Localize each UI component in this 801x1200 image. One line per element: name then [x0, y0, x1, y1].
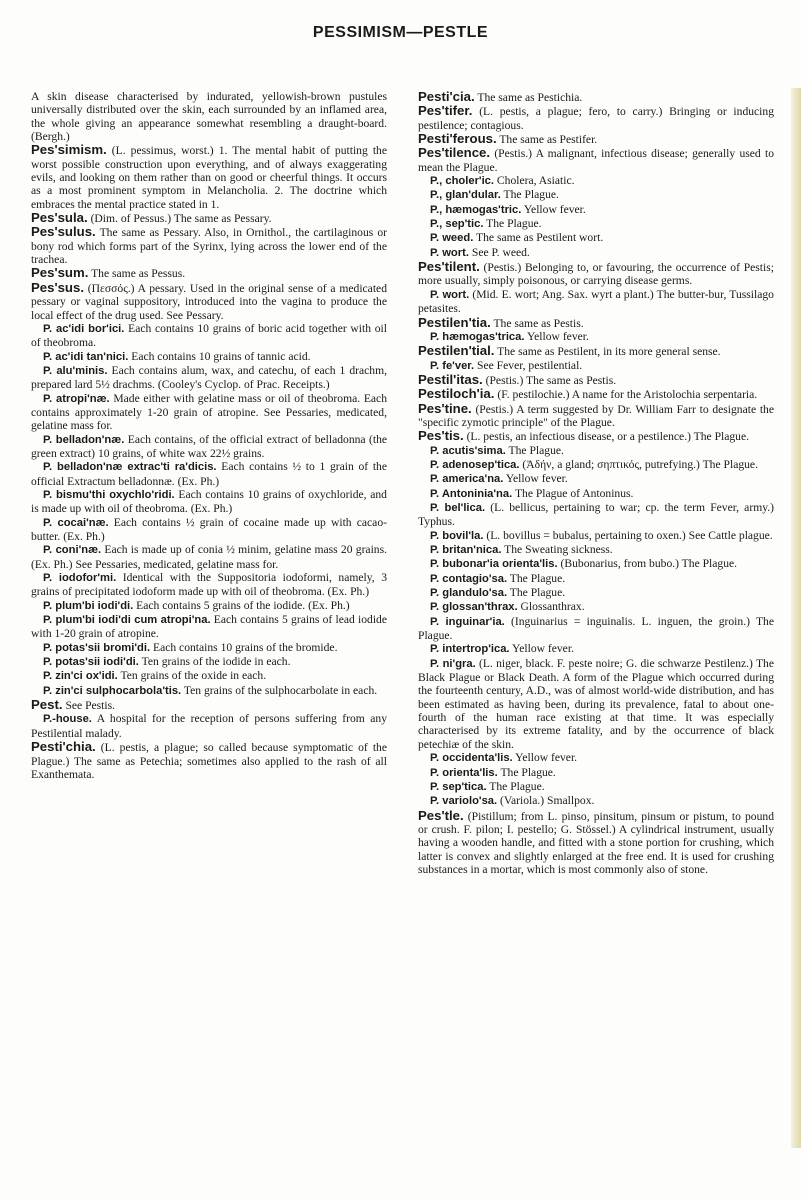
- entry-headword: P. alu'minis.: [43, 364, 108, 377]
- dictionary-entry: [418, 557, 774, 571]
- entry-headword: P. acutis'sima.: [430, 444, 506, 457]
- entry-headword: P. atropi'næ.: [43, 392, 110, 405]
- entry-headword: P. america'na.: [430, 473, 504, 486]
- dictionary-entry: [31, 266, 387, 280]
- dictionary-entry: [418, 543, 774, 557]
- entry-headword: Pest.: [31, 697, 63, 713]
- dictionary-entry: [418, 529, 774, 543]
- entry-headword: P. britan'nica.: [430, 544, 502, 556]
- entry-definition: The Plague.: [509, 586, 566, 600]
- dictionary-entry: [31, 641, 387, 655]
- entry-headword: P. iodofor'mi.: [43, 572, 117, 585]
- dictionary-entry: [418, 188, 774, 202]
- entry-definition: (Pistillum; from L. pinso, pinsitum, pinsum or pistum, to pound or crush. F. pilon; I. pestello; G. Stössel.) A cylindrical instrument, usually having a wooden handle, and fitted with a stone portion for crushing, which latter is convex and slightly enlarged at the free end. It is used for crushing substances in a mortar, which is most commonly also of stone.: [418, 809, 774, 876]
- dictionary-entry: [31, 322, 387, 350]
- entry-definition: The Plague of Antoninus.: [514, 486, 634, 500]
- entry-headword: P. inguinar'ia.: [430, 615, 505, 628]
- entry-definition: The Sweating sickness.: [504, 543, 613, 556]
- dictionary-entry: [418, 586, 774, 600]
- entry-headword: Pesti'ferous.: [418, 131, 497, 147]
- entry-definition: See Pestis.: [65, 699, 116, 713]
- entry-definition: The Plague.: [508, 443, 564, 457]
- entry-headword: P. occidenta'lis.: [430, 752, 513, 765]
- dictionary-entry: [31, 460, 387, 488]
- entry-definition: Yellow fever.: [512, 642, 574, 656]
- dictionary-entry: [418, 90, 774, 104]
- dictionary-entry: [418, 217, 774, 231]
- dictionary-entry: [31, 613, 387, 641]
- entry-definition: Each contains 5 grains of the iodide. (Ex. Ph.): [136, 598, 350, 612]
- entry-definition: (Dim. of Pessus.) The same as Pessary.: [90, 212, 272, 226]
- entry-headword: P. belladon'næ extrac'ti ra'dicis.: [43, 461, 217, 474]
- entry-definition: (Mid. E. wort; Ang. Sax. wyrt a plant.) The butter-bur, Tussilago petasites.: [418, 287, 774, 316]
- entry-definition: Each contains ½ to 1 grain of the official Extractum belladonnæ. (Ex. Ph.): [31, 460, 387, 488]
- dictionary-entry: [31, 684, 387, 698]
- entry-definition: (L. pestis, a plague; fero, to carry.) Bringing or inducing pestilence; contagious.: [418, 105, 774, 132]
- entry-headword: P. plum'bi iodi'di cum atropi'na.: [43, 614, 211, 627]
- entry-headword: P. fe'ver.: [430, 359, 475, 372]
- entry-headword: P. hæmogas'trica.: [430, 330, 525, 343]
- dictionary-entry: [418, 231, 774, 245]
- dictionary-entry: [418, 104, 774, 132]
- dictionary-entry: [31, 364, 387, 392]
- entry-definition: (L. bellicus, pertaining to war; cp. the term Fever, army.) Typhus.: [418, 500, 775, 529]
- entry-headword: P. adenosep'tica.: [430, 458, 520, 471]
- entry-headword: Pestil'itas.: [418, 371, 483, 387]
- running-head: PESSIMISM—PESTLE: [312, 24, 489, 41]
- dictionary-entry: [31, 211, 387, 225]
- entry-headword: Pestilen'tial.: [418, 343, 495, 359]
- entry-headword: P. potas'sii bromi'di.: [43, 641, 151, 654]
- dictionary-entry: [418, 359, 774, 373]
- entry-definition: The Plague.: [500, 765, 556, 779]
- entry-definition: The same as Pestis.: [493, 316, 584, 330]
- entry-definition: Yellow fever.: [505, 472, 568, 486]
- entry-definition: Each is made up of conia ½ minim, gelatine mass 20 grains. (Ex. Ph.) See Pessaries, medicated, gelatine mass for.: [31, 543, 387, 571]
- entry-headword: P. wort.: [430, 288, 470, 301]
- dictionary-entry: [418, 132, 774, 146]
- dictionary-entry: [31, 281, 387, 322]
- entry-headword: P., glan'dular.: [430, 189, 501, 202]
- dictionary-entry: [418, 657, 774, 751]
- entry-definition: The Plague.: [503, 188, 559, 202]
- dictionary-entry: [31, 571, 387, 599]
- entry-definition: The same as Pessus.: [91, 267, 186, 281]
- entry-definition: The same as Pessary. Also, in Ornithol., the cartilaginous or bony rod which forms part of the Syrinx, lying across the lower end of the trachea.: [31, 226, 387, 267]
- entry-headword: P. cocai'næ.: [43, 516, 109, 529]
- entry-definition: The same as Pestilent, in its more general sense.: [497, 345, 721, 359]
- entry-headword: Pes'sula.: [31, 210, 88, 226]
- entry-headword: Pesti'cia.: [418, 89, 475, 104]
- entry-definition: Ten grains of the sulphocarbolate in each.: [183, 683, 378, 697]
- entry-definition: (L. pestis, an infectious disease, or a pestilence.) The Plague.: [466, 430, 750, 444]
- dictionary-entry: [418, 146, 774, 174]
- dictionary-entry: [418, 260, 774, 288]
- entry-headword: P. glandulo'sa.: [430, 587, 508, 600]
- dictionary-entry: [418, 203, 774, 217]
- entry-definition: (F. pestilochie.) A name for the Aristolochia serpentaria.: [497, 388, 758, 402]
- dictionary-entry: [418, 487, 774, 501]
- dictionary-entry: [31, 516, 387, 544]
- entry-definition: The same as Pestichia.: [477, 91, 583, 104]
- entry-definition: Yellow fever.: [523, 202, 586, 216]
- dictionary-entry: [418, 794, 774, 808]
- entry-headword: P. weed.: [430, 232, 474, 245]
- entry-headword: P. glossan'thrax.: [430, 601, 518, 614]
- entry-definition: Ten grains of the oxide in each.: [120, 669, 267, 683]
- dictionary-entry: [418, 429, 774, 443]
- left-column: [31, 90, 387, 781]
- entry-headword: P. ac'idi tan'nici.: [43, 350, 129, 363]
- entry-headword: P. bismu'thi oxychlo'ridi.: [43, 488, 175, 501]
- entry-definition: (Inguinarius = inguinalis. L. inguen, the groin.) The Plague.: [418, 614, 774, 643]
- entry-definition: Each contains 10 grains of tannic acid.: [131, 349, 311, 363]
- entry-definition: See P. weed.: [471, 245, 530, 259]
- entry-definition: (Variola.) Smallpox.: [500, 794, 595, 808]
- page-edge: [791, 88, 801, 1148]
- entry-definition: The Plague.: [489, 779, 545, 793]
- entry-headword: P. contagio'sa.: [430, 572, 508, 585]
- entry-definition: Each contains 10 grains of oxychloride, and is made up with oil of theobroma. (Ex. Ph.): [31, 487, 387, 516]
- entry-definition: Each contains alum, wax, and catechu, of each 1 drachm, prepared lard 5½ drachms. (Cooley's Cyclop. of Prac. Receipts.): [31, 363, 388, 392]
- dictionary-entry: [31, 543, 387, 571]
- entry-definition: The same as Pestilent wort.: [476, 231, 604, 245]
- entry-headword: P. belladon'næ.: [43, 433, 125, 446]
- entry-definition: (L. niger, black. F. peste noire; G. die schwarze Pestilenz.) The Black Plague or Black Death. A form of the Plague which occurred during the fourteenth century, A.D., was of almost world-wide distribution, and has been estimated as having been, during its prevalence, fatal to about one-fourth of the human race existing at that time. It was especially characterised by its extreme fatality, and by the occurrence of black petechiæ of the skin.: [418, 656, 774, 751]
- entry-definition: Identical with the Suppositoria iodoformi, namely, 3 grains of precipitated iodoform made up with oil of theobroma. (Ex. Ph.): [31, 571, 387, 599]
- entry-headword: P. bubonar'ia orienta'lis.: [430, 558, 558, 571]
- entry-headword: Pestiloch'ia.: [418, 386, 495, 402]
- entry-definition: A skin disease characterised by indurated, yellowish-brown pustules universally distributed over the skin, each surrounded by an inflamed area, the whole giving an appearance somewhat resembling a draught-board. (Bergh.): [31, 90, 387, 144]
- dictionary-entry: [31, 392, 387, 433]
- entry-headword: P. coni'næ.: [43, 544, 102, 557]
- entry-definition: (L. pestis, a plague; so called because symptomatic of the Plague.) The same as Petechia; sometimes also applied to the rash of all Exanthemata.: [31, 741, 387, 781]
- entry-definition: (Ἀδήν, a gland; σηπτικός, putrefying.) The Plague.: [522, 457, 758, 471]
- dictionary-entry: [418, 766, 774, 780]
- entry-definition: The Plague.: [509, 571, 566, 585]
- entry-definition: Yellow fever.: [526, 329, 589, 343]
- dictionary-entry: [31, 740, 387, 781]
- entry-headword: Pes'tilence.: [418, 145, 491, 161]
- entry-headword: P. intertrop'ica.: [430, 643, 510, 656]
- entry-definition: See Fever, pestilential.: [477, 358, 583, 372]
- dictionary-entry: [418, 387, 774, 401]
- entry-headword: Pes'tifer.: [418, 103, 473, 119]
- dictionary-entry: [418, 751, 774, 765]
- dictionary-entry: [31, 655, 387, 669]
- entry-definition: The same as Pestifer.: [499, 133, 598, 147]
- entry-definition: Ten grains of the iodide in each.: [141, 655, 291, 669]
- entry-definition: Each contains 5 grains of lead iodide with 1-20 grain of atropine.: [31, 613, 387, 641]
- entry-headword: Pestilen'tia.: [418, 314, 491, 330]
- entry-headword: P. orienta'lis.: [430, 766, 498, 779]
- entry-definition: (Pestis.) A malignant, infectious disease; generally used to mean the Plague.: [418, 147, 774, 174]
- entry-definition: Each contains 10 grains of the bromide.: [152, 640, 338, 654]
- entry-definition: Cholera, Asiatic.: [496, 174, 575, 188]
- dictionary-entry: [418, 600, 774, 614]
- dictionary-entry: [31, 225, 387, 266]
- entry-definition: Each contains 10 grains of boric acid together with oil of theobroma.: [31, 321, 387, 350]
- dictionary-entry: [31, 712, 387, 740]
- entry-definition: Yellow fever.: [515, 751, 578, 765]
- entry-definition: (Πεσσός.) A pessary. Used in the original sense of a medicated pessary or vaginal suppository, introduced into the vagina to produce the local effect of the drug used. See Pessary.: [31, 281, 387, 322]
- entry-headword: P. bovil'la.: [430, 529, 484, 542]
- entry-definition: (Bubonarius, from bubo.) The Plague.: [560, 557, 738, 571]
- dictionary-entry: [418, 330, 774, 344]
- entry-headword: Pes'tle.: [418, 807, 464, 823]
- entry-definition: Glossanthrax.: [520, 600, 585, 614]
- dictionary-entry: [418, 642, 774, 656]
- entry-definition: Made either with gelatine mass or oil of theobroma. Each contains approximately 1-20 grain of atropine. See Pessaries, medicated, gelatine mass for.: [31, 391, 387, 433]
- entry-headword: Pes'tilent.: [418, 259, 480, 275]
- dictionary-entry: [418, 402, 774, 430]
- entry-definition: (L. pessimus, worst.) 1. The mental habit of putting the worst possible construction upon everything, and of always exaggerating evils, and looking on them rather than on good or cheerful things. It occurs as a most prominent symptom in Melancholia. 2. The doctrine which embraces the mental practice stated in 1.: [31, 144, 387, 211]
- dictionary-entry: [418, 780, 774, 794]
- entry-headword: P. zin'ci ox'idi.: [43, 670, 118, 683]
- entry-headword: P., sep'tic.: [430, 218, 484, 231]
- entry-headword: P. sep'tica.: [430, 780, 487, 793]
- entry-definition: (Pestis.) A term suggested by Dr. William Farr to designate the "specific zymotic principle" of the Plague.: [418, 402, 774, 429]
- dictionary-entry: [418, 572, 774, 586]
- dictionary-entry: [418, 373, 774, 387]
- entry-headword: Pes'sus.: [31, 279, 84, 295]
- dictionary-entry: [31, 350, 387, 364]
- dictionary-entry: [31, 599, 387, 613]
- dictionary-entry: [31, 143, 387, 211]
- entry-definition: The Plague.: [486, 217, 542, 231]
- entry-headword: P.-house.: [43, 713, 92, 726]
- entry-headword: P. Antoninia'na.: [430, 487, 513, 500]
- entry-headword: P., hæmogas'tric.: [430, 203, 522, 216]
- dictionary-entry: [31, 488, 387, 516]
- dictionary-entry: [31, 669, 387, 683]
- entry-headword: P. potas'sii iodi'di.: [43, 656, 139, 669]
- entry-headword: Pes'simism.: [31, 142, 107, 158]
- dictionary-entry: [418, 344, 774, 358]
- entry-headword: Pes'sulus.: [31, 224, 96, 240]
- entry-headword: P. zin'ci sulphocarbola'tis.: [43, 684, 182, 697]
- dictionary-entry: [418, 444, 774, 458]
- dictionary-entry: [418, 246, 774, 260]
- entry-headword: Pesti'chia.: [31, 739, 96, 755]
- dictionary-entry: [418, 174, 774, 188]
- dictionary-entry: [418, 501, 774, 529]
- dictionary-entry: [418, 472, 774, 486]
- dictionary-entry: [418, 288, 774, 316]
- right-column: [418, 90, 774, 876]
- entry-headword: P. wort.: [430, 246, 469, 259]
- entry-headword: P. ni'gra.: [430, 657, 476, 670]
- entry-headword: Pes'sum.: [31, 265, 89, 281]
- entry-headword: P. plum'bi iodi'di.: [43, 599, 134, 612]
- dictionary-entry: [418, 615, 774, 643]
- dictionary-entry: [418, 458, 774, 472]
- entry-headword: P. bel'lica.: [430, 501, 486, 514]
- entry-definition: (Pestis.) Belonging to, or favouring, the occurrence of Pestis; more usually, simply poisonous, or carrying disease germs.: [418, 261, 774, 288]
- entry-definition: (Pestis.) The same as Pestis.: [485, 373, 617, 387]
- entry-headword: P. ac'idi bor'ici.: [43, 322, 125, 335]
- entry-definition: A hospital for the reception of persons suffering from any Pestilential malady.: [31, 712, 387, 740]
- entry-headword: Pes'tine.: [418, 400, 472, 416]
- entry-headword: P., choler'ic.: [430, 175, 495, 188]
- entry-headword: Pes'tis.: [418, 428, 464, 444]
- dictionary-entry: [418, 316, 774, 330]
- entry-headword: P. variolo'sa.: [430, 795, 498, 808]
- entry-definition: (L. bovillus = bubalus, pertaining to oxen.) See Cattle plague.: [486, 528, 773, 542]
- dictionary-entry: [31, 90, 387, 143]
- entry-definition: Each contains ½ grain of cocaine made up with cacao-butter. (Ex. Ph.): [31, 515, 387, 543]
- entry-definition: Each contains, of the official extract of belladonna (the green extract) 10 grains, of white wax 22½ grains.: [31, 432, 388, 460]
- dictionary-entry: [418, 809, 774, 877]
- dictionary-entry: [31, 433, 387, 461]
- dictionary-entry: [31, 698, 387, 712]
